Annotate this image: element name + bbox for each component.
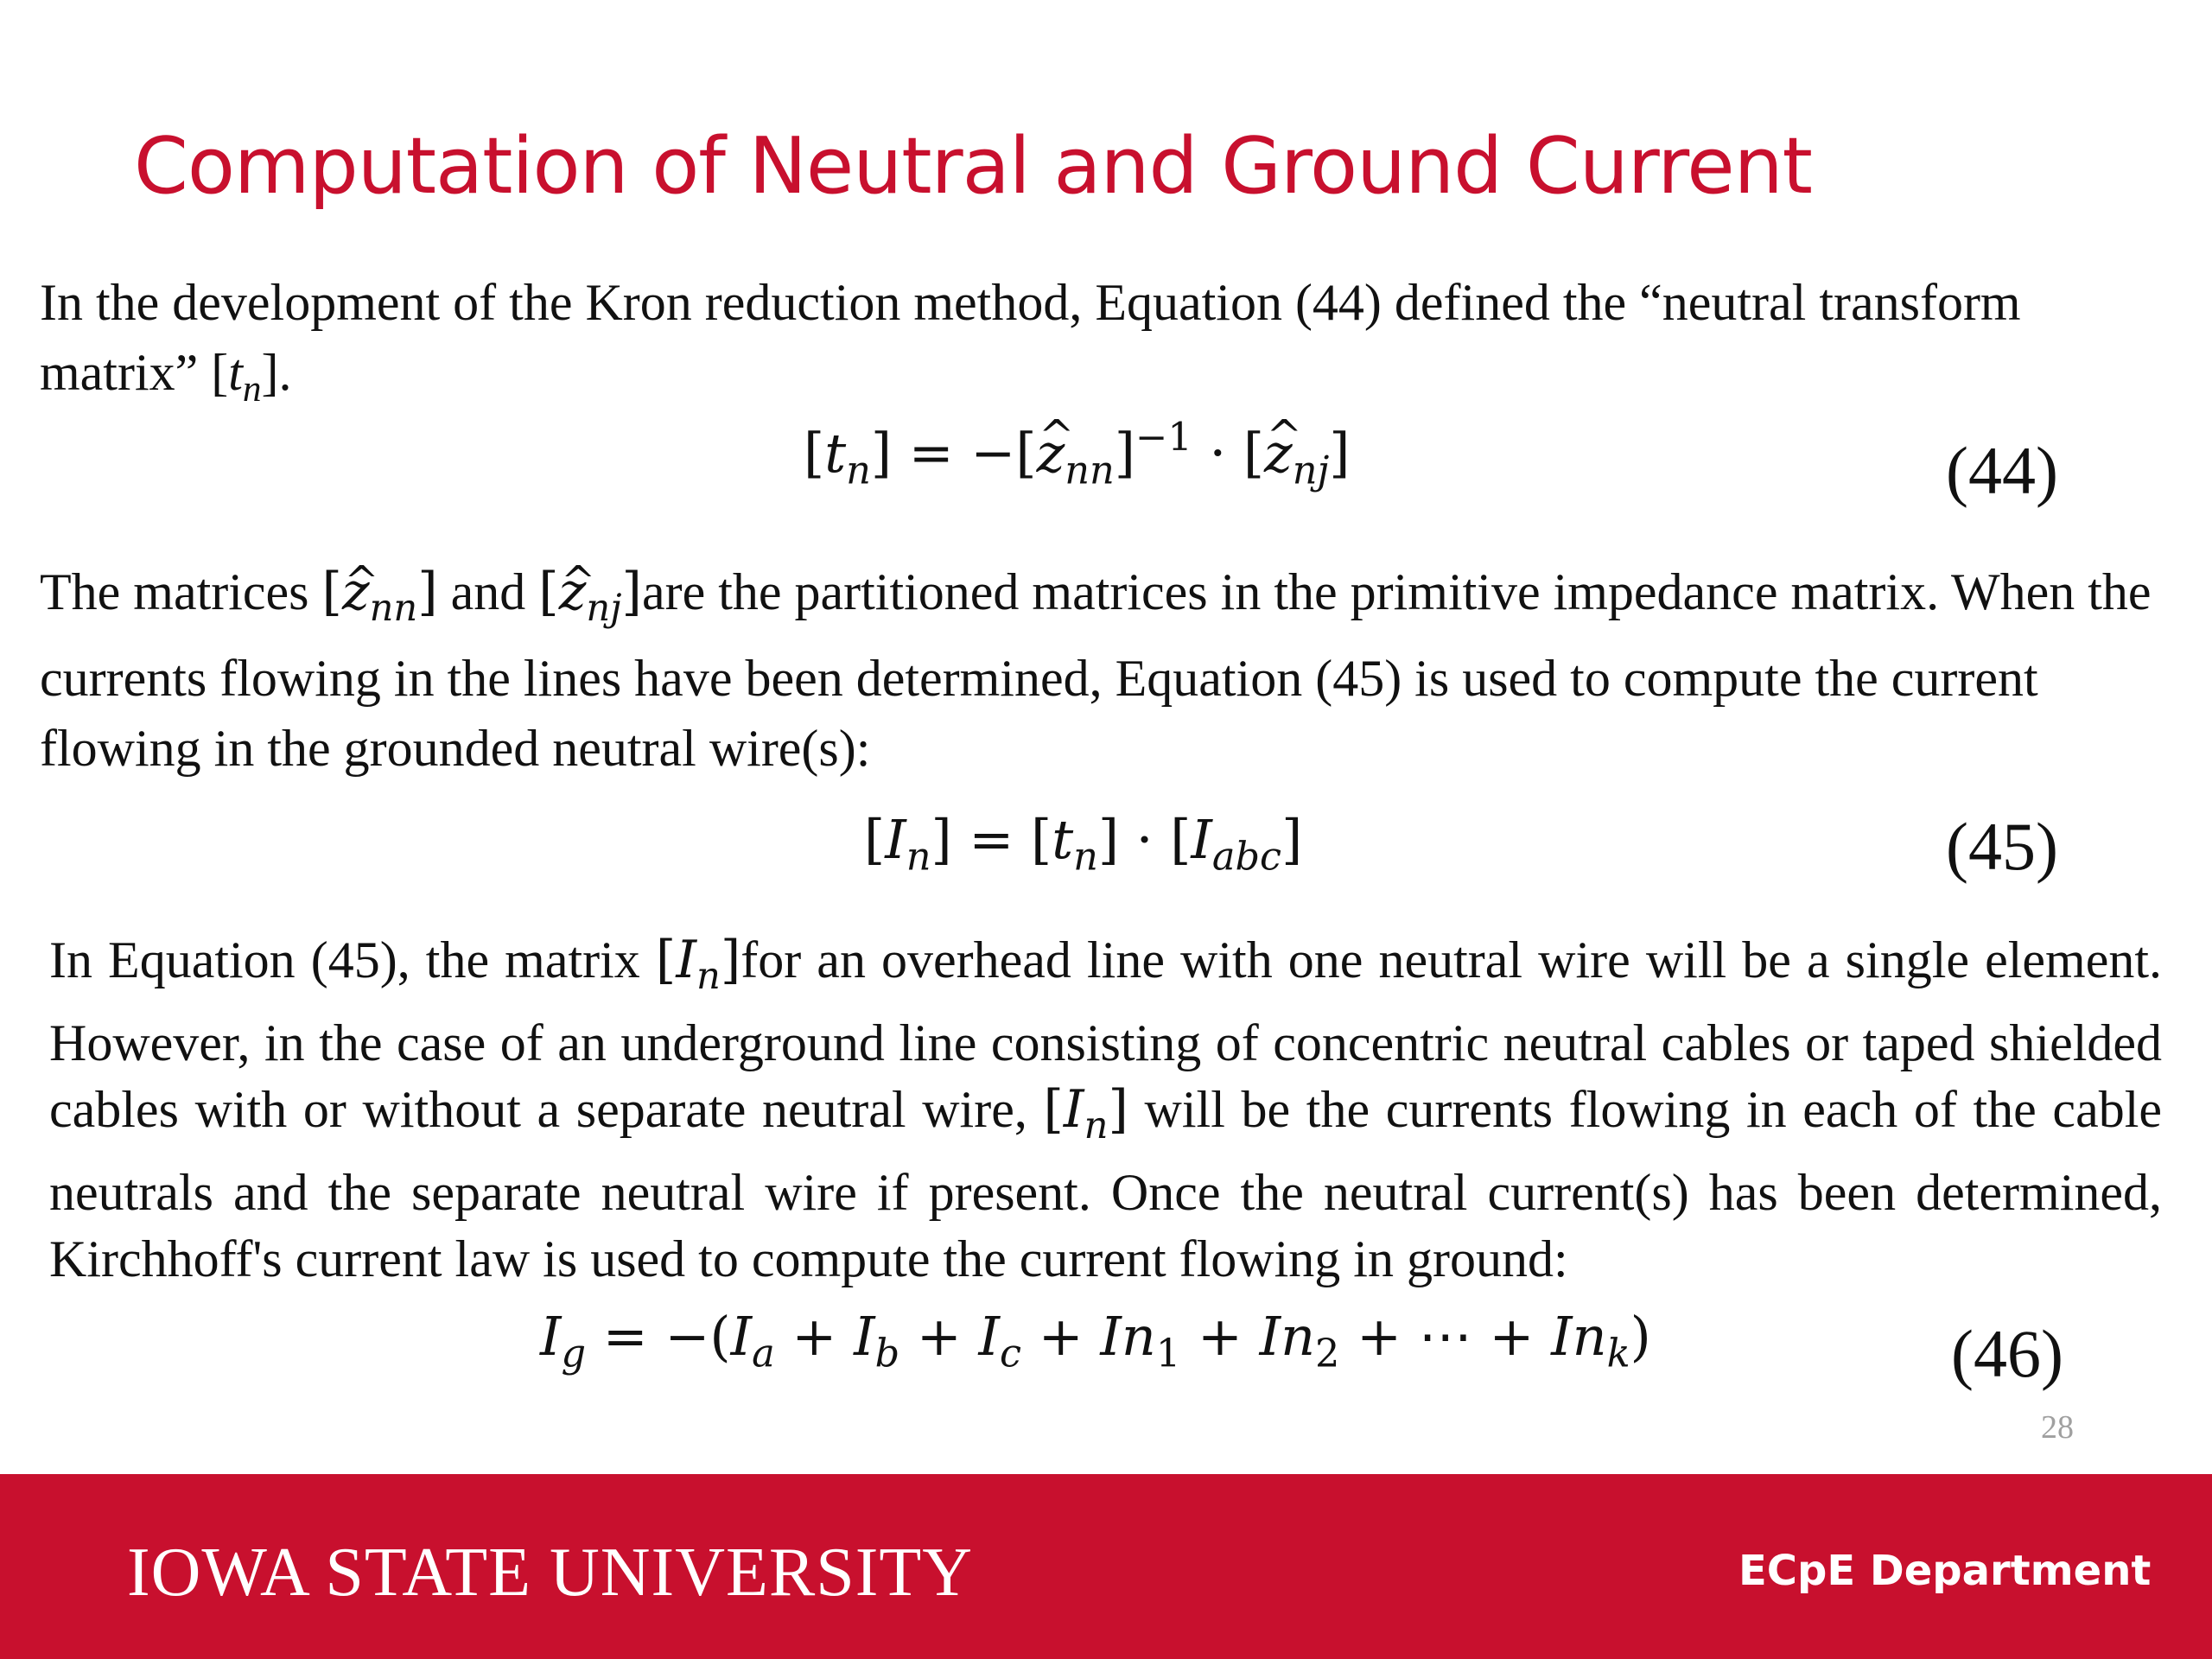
paragraph-text: In Equation (45), the matrix: [49, 931, 656, 988]
paragraph-text: are the partitioned matrices in the primitive impedance matrix. When the currents flowing in the lines have been determined, Equation (45) is used to compute the current flowing in the grounded neutral wire(s):: [40, 563, 2152, 777]
math-in: $[I_n]$: [655, 930, 741, 998]
paragraph-text: ].: [261, 344, 292, 401]
paragraph-partitioned-matrices: [40, 557, 2174, 784]
equation-45-label: (45): [1946, 809, 2058, 884]
paragraph-neutral-transform: [40, 268, 2157, 424]
page-number: 28: [2041, 1409, 2074, 1446]
paragraph-text: In the development of the Kron reduction method, Equation (44) defined the “neutral transform matrix” [: [40, 274, 2021, 401]
paragraph-text: for an overhead line with one neutral wire will be a single element. However, in the case of an underground line consisting of concentric neutral cables or taped shielded cables with or without a separate neutral wire,: [49, 931, 2162, 1138]
equation-44-label: (44): [1946, 433, 2058, 508]
equation-46-label: (46): [1951, 1316, 2063, 1391]
paragraph-text: and: [437, 563, 539, 620]
paragraph-text: will be the currents flowing in each of the cable neutrals and the separate neutral wire if present. Once the neutral current(s) has been determined, Kirchhoff's current law is used to compute the current flowing in ground:: [49, 1080, 2162, 1287]
equation-45: $[I_n] = [t_n] \cdot [I_{abc}]$: [864, 808, 1303, 880]
equation-46: $I_g = -(I_a + I_b + I_c + In_1 + In_2$ + ⋯ + $In_k$): [540, 1305, 1651, 1376]
math-in: $[I_n]$: [1043, 1078, 1128, 1147]
slide-title: Computation of Neutral and Ground Current: [134, 121, 1812, 212]
paragraph-text: The matrices: [40, 563, 322, 620]
paragraph-neutral-currents: [49, 927, 2162, 1293]
math-tn: $t_n$: [228, 344, 262, 410]
math-znj: [z $\^{}_{nj}$]: [538, 562, 642, 622]
math-znn: [z $\^{}_{nn}$]: [322, 562, 438, 622]
equation-44: $[t_n] = -[z$ $\^{}_{nn}]^{-1} \cdot [z$ $\^{}_{nj}$]: [804, 415, 1351, 493]
university-logo-text: IOWA STATE UNIVERSITY: [127, 1535, 973, 1611]
department-label: ECpE Department: [1738, 1547, 2152, 1595]
